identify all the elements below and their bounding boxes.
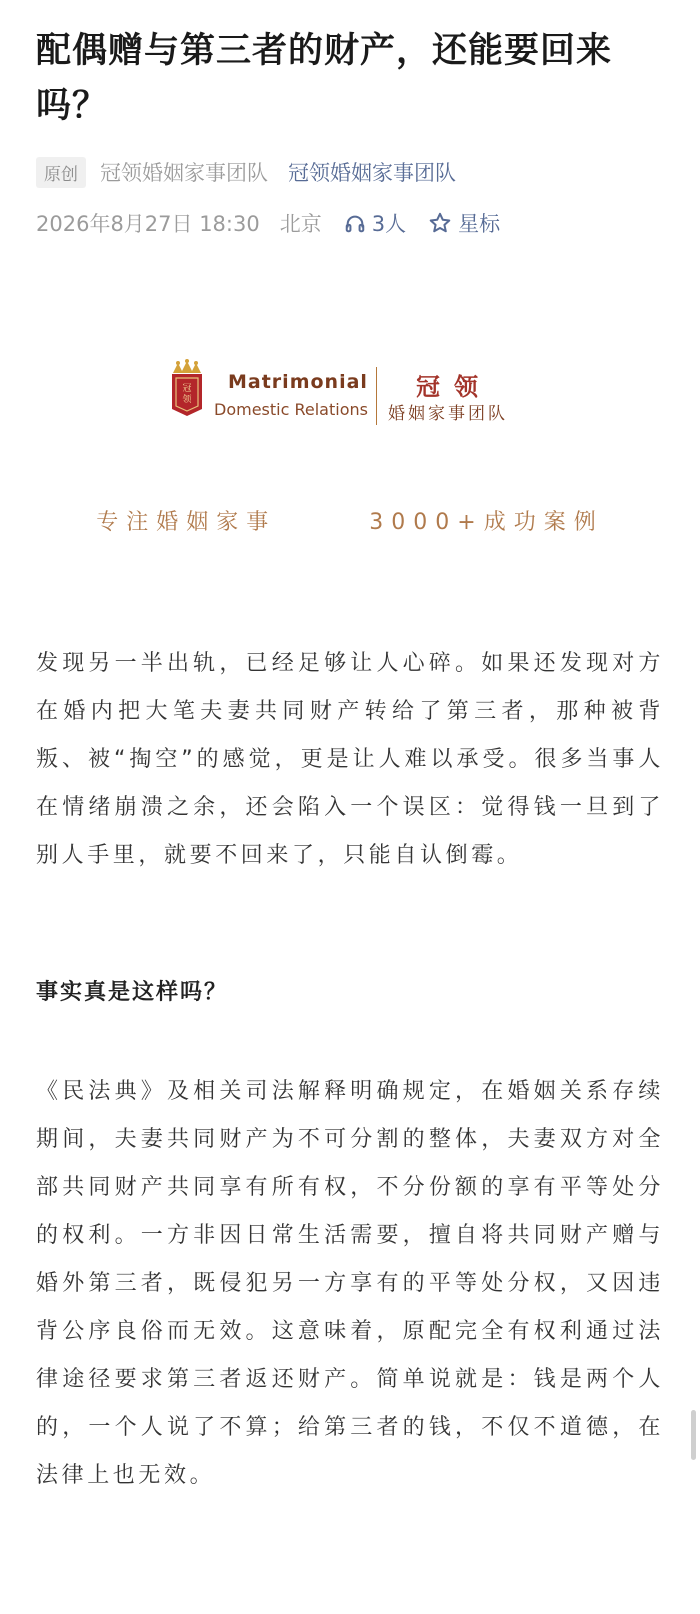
- star-outline-icon: [428, 211, 452, 235]
- publish-info-row: [36, 206, 664, 240]
- article-container: [36, 0, 664, 1488]
- publish-date: 2026年8月27日 18:30: [36, 212, 260, 236]
- body-paragraph-1: 发现另一半出轨，已经足够让人心碎。如果还发现对方在婚内把大笔夫妻共同财产转给了第三者，那种被背叛、被“掏空”的感觉，更是让人难以承受。很多当事人在情绪崩溃之余，还会陷入一个误区：觉得钱一旦到了别人手里，就要不回来了，只能自认倒霉。: [36, 651, 664, 868]
- scrollbar[interactable]: [691, 1410, 696, 1460]
- listener-count: 3人: [371, 212, 407, 236]
- section-heading: 事实真是这样吗？: [36, 980, 229, 1005]
- logo-chinese-line1: 冠领: [416, 372, 492, 401]
- tagline-right: 3000+成功案例: [369, 510, 604, 535]
- body-paragraph-2: 《民法典》及相关司法解释明确规定，在婚姻关系存续期间，夫妻共同财产为不可分割的整体，夫妻双方对全部共同财产共同享有所有权，不分份额的享有平等处分的权利。一方非因日常生活需要，擅自将共同财产赠与婚外第三者，既侵犯另一方享有的平等处分权，又因违背公序良俗而无效。这意味着，原配完全有权利通过法律途径要求第三者返还财产。简单说就是：钱是两个人的，一个人说了不算；给第三者的钱，不仅不道德，在法律上也无效。: [36, 1079, 664, 1488]
- listen-button[interactable]: [344, 208, 406, 238]
- star-button[interactable]: [428, 208, 500, 238]
- original-badge: 原创: [36, 157, 86, 188]
- brand-banner: [36, 355, 664, 445]
- tagline-left: 专注婚姻家事: [96, 510, 277, 535]
- emblem-text-top: 冠: [182, 384, 192, 394]
- logo-chinese-line2: 婚姻家事团队: [388, 404, 508, 424]
- publish-location: 北京: [279, 212, 322, 236]
- article-title: 配偶赠与第三者的财产，还能要回来吗？: [36, 31, 613, 126]
- headphones-icon: [344, 212, 366, 234]
- author-row: [36, 155, 664, 189]
- emblem-text-bottom: 领: [182, 395, 192, 405]
- author-name: 冠领婚姻家事团队: [100, 161, 268, 185]
- logo-english-line2: Domestic Relations: [214, 400, 368, 419]
- logo-english-line1: Matrimonial: [228, 371, 368, 393]
- logo-divider: [376, 367, 377, 425]
- tagline: [36, 505, 664, 536]
- account-link[interactable]: 冠领婚姻家事团队: [288, 161, 456, 185]
- star-label: 星标: [458, 212, 501, 236]
- crown-emblem-icon: [170, 359, 204, 417]
